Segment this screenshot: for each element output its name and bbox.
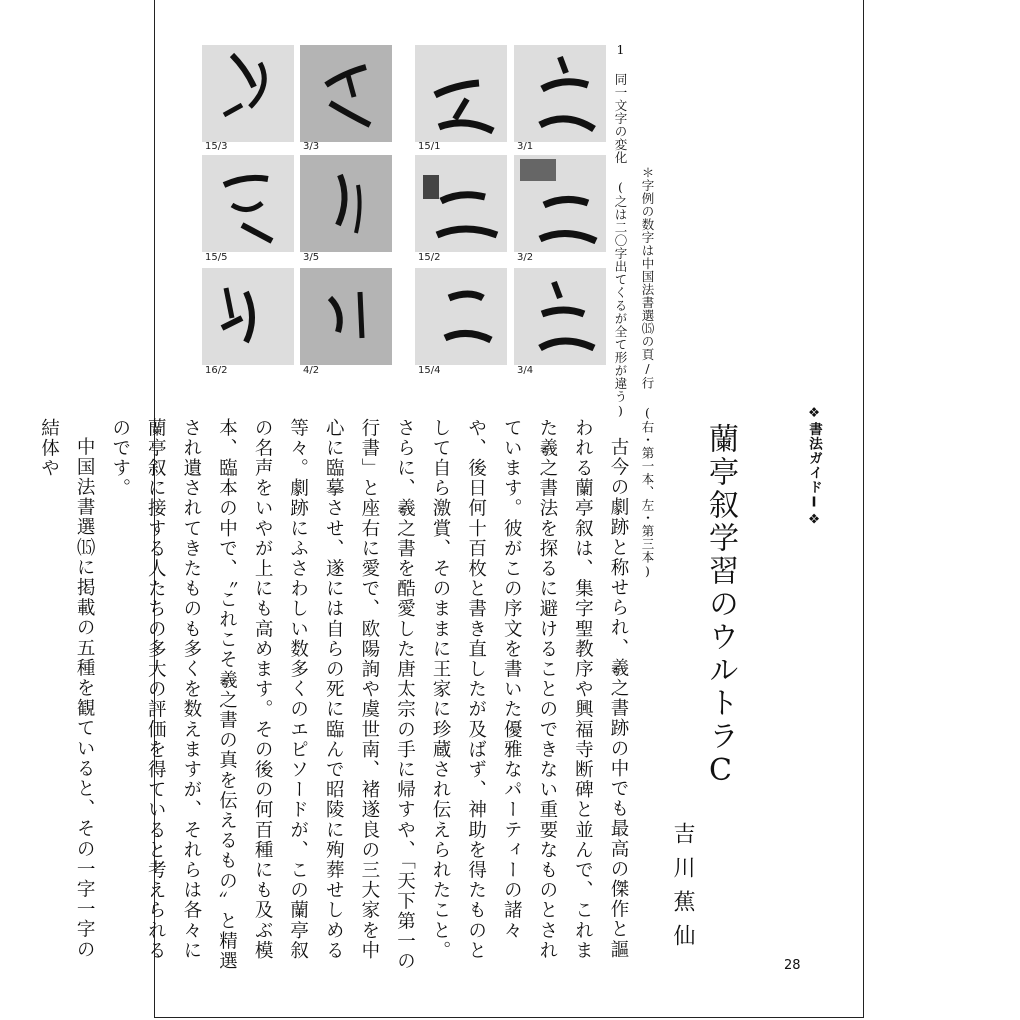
calligraphy-sample bbox=[514, 268, 606, 365]
series-label: ❖書法ガイドⅠ❖ bbox=[806, 405, 822, 529]
sample-label: 3/5 bbox=[303, 252, 320, 263]
sample-label: 15/1 bbox=[418, 141, 441, 152]
body-paragraph: 古今の劇跡と称せられ、羲之書跡の中でも最高の傑作と謳われる蘭亭叙は、集字聖教序や興福寺断碑と並んで、これまた羲之書法を探るに避けることのできない重要なものとされています。彼がこの序文を書いた優雅なパーティーの諸々や、後日何十百枚と書き直したが及ばず、神助を得たものとして自ら激賞、そのままに王家に珍蔵され伝えられたこと。さらに、羲之書を酷愛した唐太宗の手に帰すや、「天下第一の行書」と座右に愛で、欧陽詢や虞世南、褚遂良の三大家を中心に臨摹させ、遂には自らの死に臨んで昭陵に殉葬せしめる等々。劇跡にふさわしい数多くのエピソードが、この蘭亭叙の名声をいやが上にも高めます。その後の何百種にも及ぶ模本、臨本の中で、〝これこそ羲之書の真を伝えるもの〟と精選され遺されてきたものも多くを数えますが、それらは各々に蘭亭叙に接する人たちの多大の評価を得ていると考えられるのです。 bbox=[109, 418, 629, 972]
calligraphy-sample bbox=[514, 45, 606, 142]
sample-label: 15/2 bbox=[418, 252, 441, 263]
calligraphy-sample bbox=[202, 45, 294, 142]
sample-label: 15/5 bbox=[205, 252, 228, 263]
calligraphy-sample bbox=[415, 45, 507, 142]
calligraphy-sample bbox=[415, 155, 507, 252]
page-number: 28 bbox=[784, 958, 801, 973]
calligraphy-sample bbox=[415, 268, 507, 365]
sample-label: 3/4 bbox=[517, 365, 534, 376]
sample-label: 3/3 bbox=[303, 141, 320, 152]
body-paragraph: 中国法書選⒂に掲載の五種を観ていると、その一字一字の結体や bbox=[38, 418, 96, 960]
calligraphy-sample bbox=[514, 155, 606, 252]
figure-caption: 1 同一文字の変化 (之は二〇字出てくるが全て形が違う) bbox=[613, 42, 628, 419]
sample-label: 15/3 bbox=[205, 141, 228, 152]
sample-label: 15/4 bbox=[418, 365, 441, 376]
sample-label: 3/2 bbox=[517, 252, 534, 263]
calligraphy-sample bbox=[202, 155, 294, 252]
author-name: 吉川蕉仙 bbox=[670, 822, 695, 958]
figure-note: ＊字例の数字は中国法書選⒂の頁/行 (右・第一本、左・第三本) bbox=[640, 166, 655, 579]
calligraphy-sample bbox=[300, 155, 392, 252]
sample-label: 3/1 bbox=[517, 141, 534, 152]
calligraphy-sample bbox=[202, 268, 294, 365]
calligraphy-sample bbox=[300, 268, 392, 365]
calligraphy-sample bbox=[300, 45, 392, 142]
article-title: 蘭亭叙学習のウルトラC bbox=[703, 423, 738, 791]
article-body bbox=[38, 418, 636, 978]
sample-label: 16/2 bbox=[205, 365, 228, 376]
sample-label: 4/2 bbox=[303, 365, 320, 376]
